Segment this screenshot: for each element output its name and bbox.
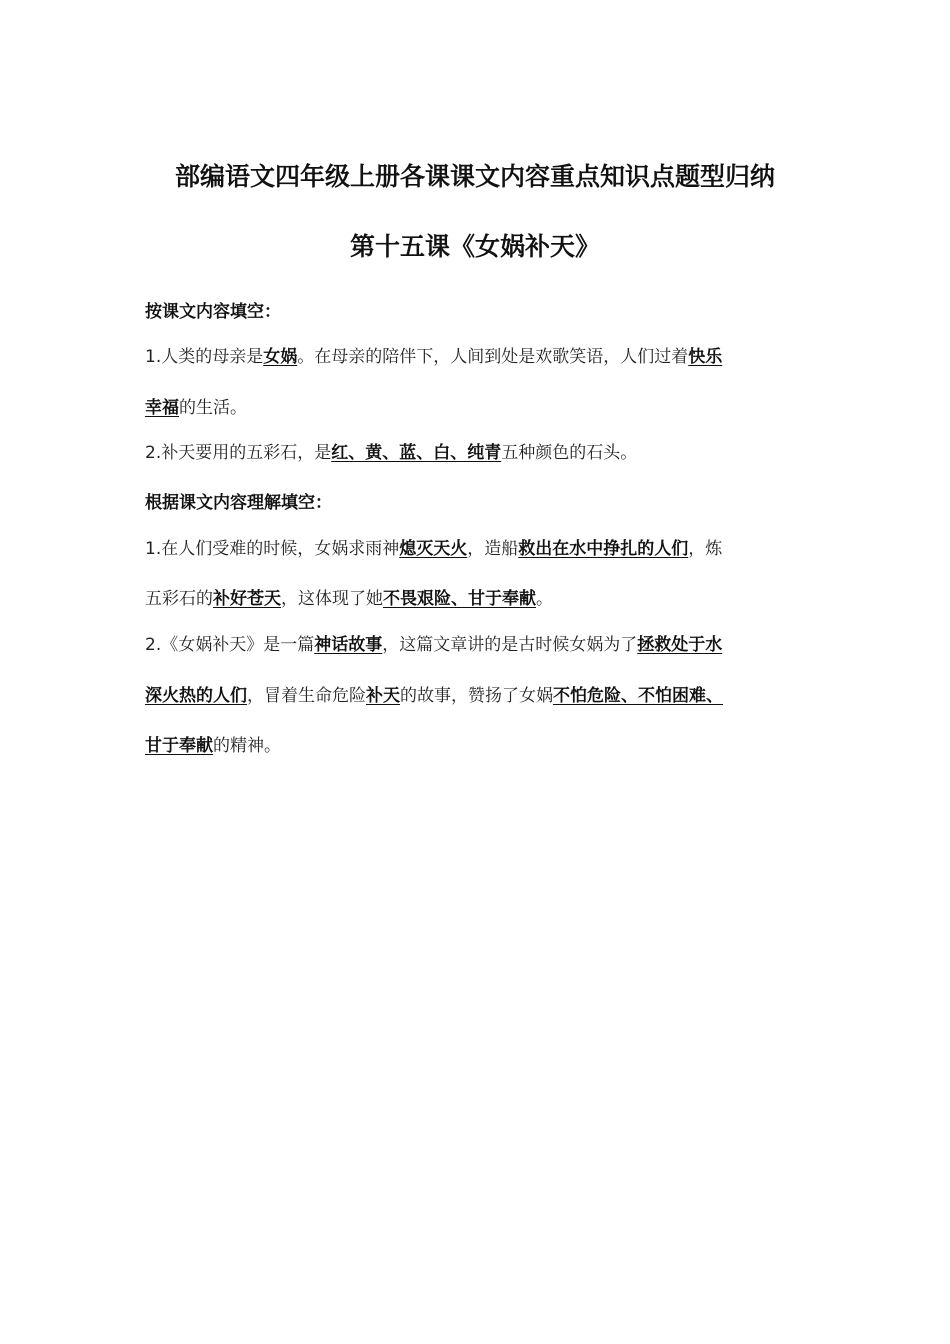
question-line [145,438,810,463]
question-line [145,630,810,655]
section-heading-fill-blank: 按课文内容填空： [145,302,281,322]
question-text: 。 [536,589,553,609]
question-text: 。在母亲的陪伴下，人间到处是欢歌笑语，人们过着 [297,347,689,367]
question-text: 五彩石的 [145,589,213,609]
question-text: 《女娲补天》是一篇 [161,635,315,655]
question-text: 人类的母亲是 [161,347,264,367]
question-text: ，造船 [467,539,519,559]
question-text: ，这篇文章讲的是古时候女娲为了 [382,635,638,655]
answer: 补天 [366,686,400,706]
lesson-title: 第十五课《女娲补天》 [349,232,600,261]
answer: 神话故事 [314,635,383,655]
answer: 甘于奉献 [145,736,213,756]
question-text: 的生活。 [179,398,247,418]
question-text: 五种颜色的石头。 [501,443,638,463]
question-number: 2. [145,443,162,463]
section-heading-comprehension: 根据课文内容理解填空： [145,493,332,513]
question-text: 的精神。 [213,736,281,756]
answer: 女娲 [263,347,298,367]
document-title: 部编语文四年级上册各课课文内容重点知识点题型归纳 [174,162,775,191]
question-text: 的故事，赞扬了女娲 [400,686,553,706]
answer: 救出在水中挣扎的人们 [518,539,689,559]
question-line [145,342,810,367]
question-text: ，冒着生命危险 [247,686,366,706]
question-number: 1. [145,539,162,559]
question-line [145,731,810,756]
answer: 红、黄、蓝、白、纯青 [331,443,502,463]
question-number: 1. [145,347,162,367]
question-text: 补天要用的五彩石，是 [161,443,332,463]
answer: 快乐 [688,347,723,367]
answer: 不怕危险、不怕困难、 [553,686,723,706]
question-line [145,681,810,706]
answer: 补好苍天 [213,589,281,609]
answer: 不畏艰险、甘于奉献 [383,589,536,609]
answer: 深火热的人们 [145,686,247,706]
question-text: ，炼 [688,539,723,559]
question-line [145,584,810,609]
answer: 熄灭天火 [399,539,468,559]
answer: 拯救处于水 [637,635,723,655]
answer: 幸福 [145,398,179,418]
question-line [145,534,810,559]
question-number: 2. [145,635,162,655]
question-text: 在人们受难的时候，女娲求雨神 [161,539,400,559]
question-text: ，这体现了她 [281,589,383,609]
question-line [145,393,810,418]
